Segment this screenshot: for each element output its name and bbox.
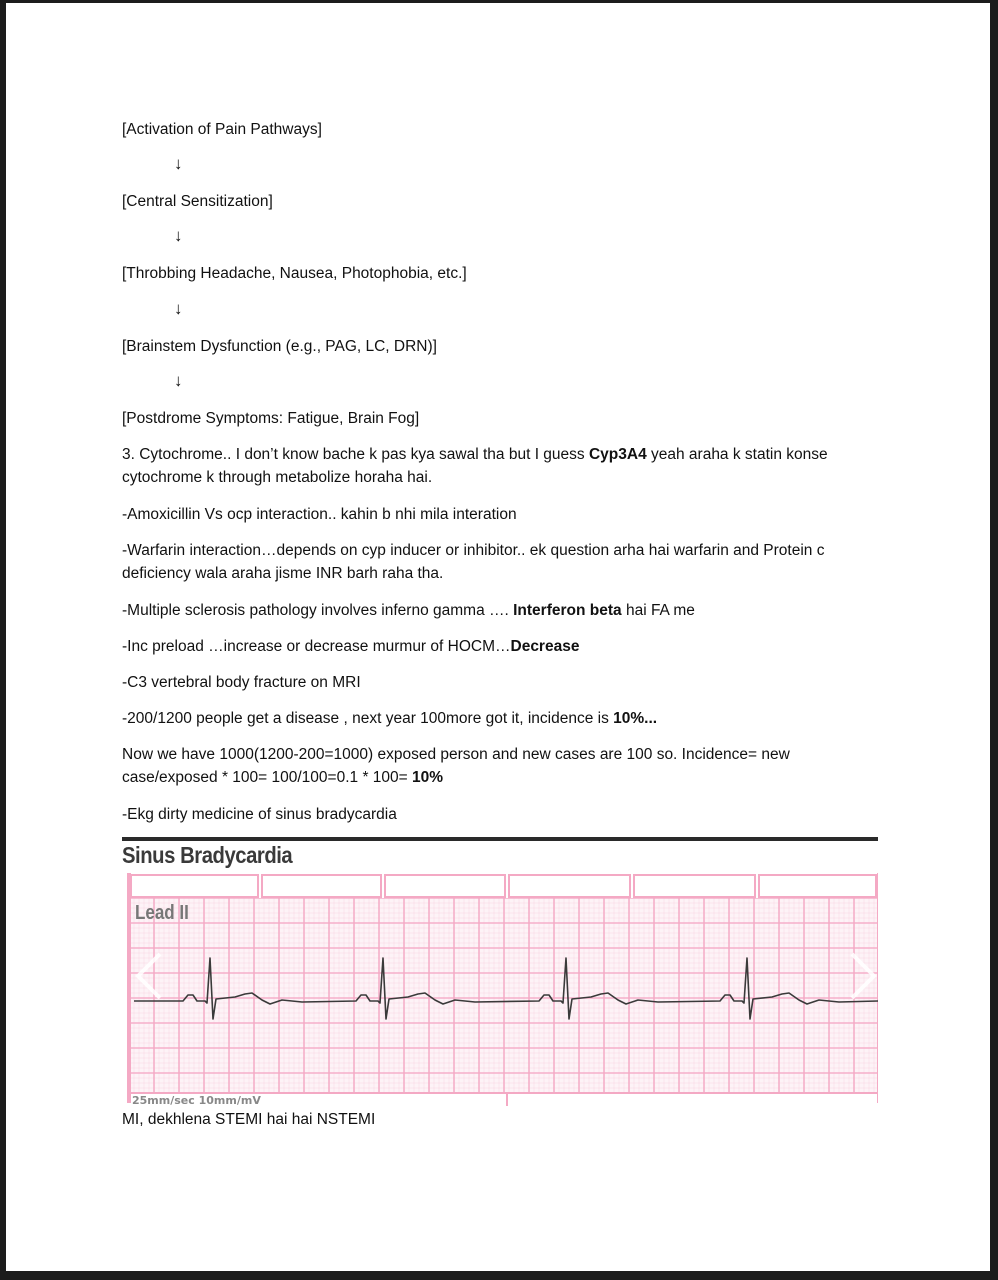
ecg-grid bbox=[129, 873, 878, 1107]
note-text: -Inc preload …increase or decrease murmur of HOCM… bbox=[122, 638, 511, 655]
ecg-header-box bbox=[509, 875, 630, 897]
ecg-top-rule bbox=[122, 837, 878, 841]
document-page bbox=[6, 3, 990, 1271]
ecg-header-box bbox=[759, 875, 876, 897]
flow-step-5: [Postdrome Symptoms: Fatigue, Brain Fog] bbox=[122, 410, 420, 427]
ecg-graphic bbox=[122, 835, 878, 1107]
note-bold: Decrease bbox=[510, 638, 580, 655]
down-arrow-icon: ↓ bbox=[174, 299, 183, 318]
chevron-left-icon[interactable] bbox=[134, 951, 164, 1001]
note-bold: 10% bbox=[412, 769, 444, 786]
note-c3-fracture: -C3 vertebral body fracture on MRI bbox=[122, 674, 361, 691]
note-text: Now we have 1000(1200-200=1000) exposed person and new cases are 100 so. Incidence= new case/exposed * 100= 100/100=0.1 * 100= bbox=[122, 746, 790, 786]
ecg-header-box bbox=[385, 875, 505, 897]
flow-step-3: [Throbbing Headache, Nausea, Photophobia, etc.] bbox=[122, 265, 467, 282]
down-arrow-icon: ↓ bbox=[174, 371, 183, 390]
note-ekg: -Ekg dirty medicine of sinus bradycardia bbox=[122, 806, 397, 823]
flow-step-2: [Central Sensitization] bbox=[122, 193, 273, 210]
note-bold: Cyp3A4 bbox=[588, 446, 647, 463]
ecg-header-box bbox=[262, 875, 381, 897]
note-bold: Interferon beta bbox=[513, 602, 622, 619]
note-text: hai FA me bbox=[621, 602, 695, 619]
down-arrow-icon: ↓ bbox=[174, 154, 183, 173]
flow-step-1: [Activation of Pain Pathways] bbox=[122, 121, 322, 138]
note-text: yeah araha k statin konse cytochrome k through metabolize horaha hai. bbox=[122, 446, 828, 486]
note-text: 3. Cytochrome.. I don’t know bache k pas kya sawal tha but I guess bbox=[122, 446, 589, 463]
ecg-lead-label: Lead II bbox=[135, 902, 189, 924]
ecg-title: Sinus Bradycardia bbox=[122, 842, 293, 868]
note-amoxicillin: -Amoxicillin Vs ocp interaction.. kahin b nhi mila interation bbox=[122, 506, 517, 523]
note-bold: 10%... bbox=[613, 710, 658, 727]
note-incidence bbox=[122, 707, 657, 730]
note-mi: MI, dekhlena STEMI hai hai NSTEMI bbox=[122, 1111, 376, 1128]
note-text: -200/1200 people get a disease , next year 100more got it, incidence is bbox=[122, 710, 614, 727]
note-text: -Multiple sclerosis pathology involves inferno gamma …. bbox=[122, 602, 514, 619]
note-preload bbox=[122, 635, 579, 658]
flow-step-4: [Brainstem Dysfunction (e.g., PAG, LC, DRN)] bbox=[122, 338, 437, 355]
ecg-strip-image bbox=[122, 835, 878, 1107]
ecg-calibration-label: 25mm/sec 10mm/mV bbox=[132, 1094, 261, 1107]
note-multiple-sclerosis bbox=[122, 599, 695, 622]
note-warfarin: -Warfarin interaction…depends on cyp inducer or inhibitor.. ek question arha hai warfarin and Protein c deficiency wala araha jisme INR barh raha tha. bbox=[122, 542, 825, 582]
note-cytochrome bbox=[122, 443, 882, 489]
down-arrow-icon: ↓ bbox=[174, 226, 183, 245]
note-calculation bbox=[122, 743, 882, 789]
ecg-header-box bbox=[131, 875, 258, 897]
chevron-right-icon[interactable] bbox=[848, 951, 878, 1001]
ecg-header-box bbox=[634, 875, 755, 897]
